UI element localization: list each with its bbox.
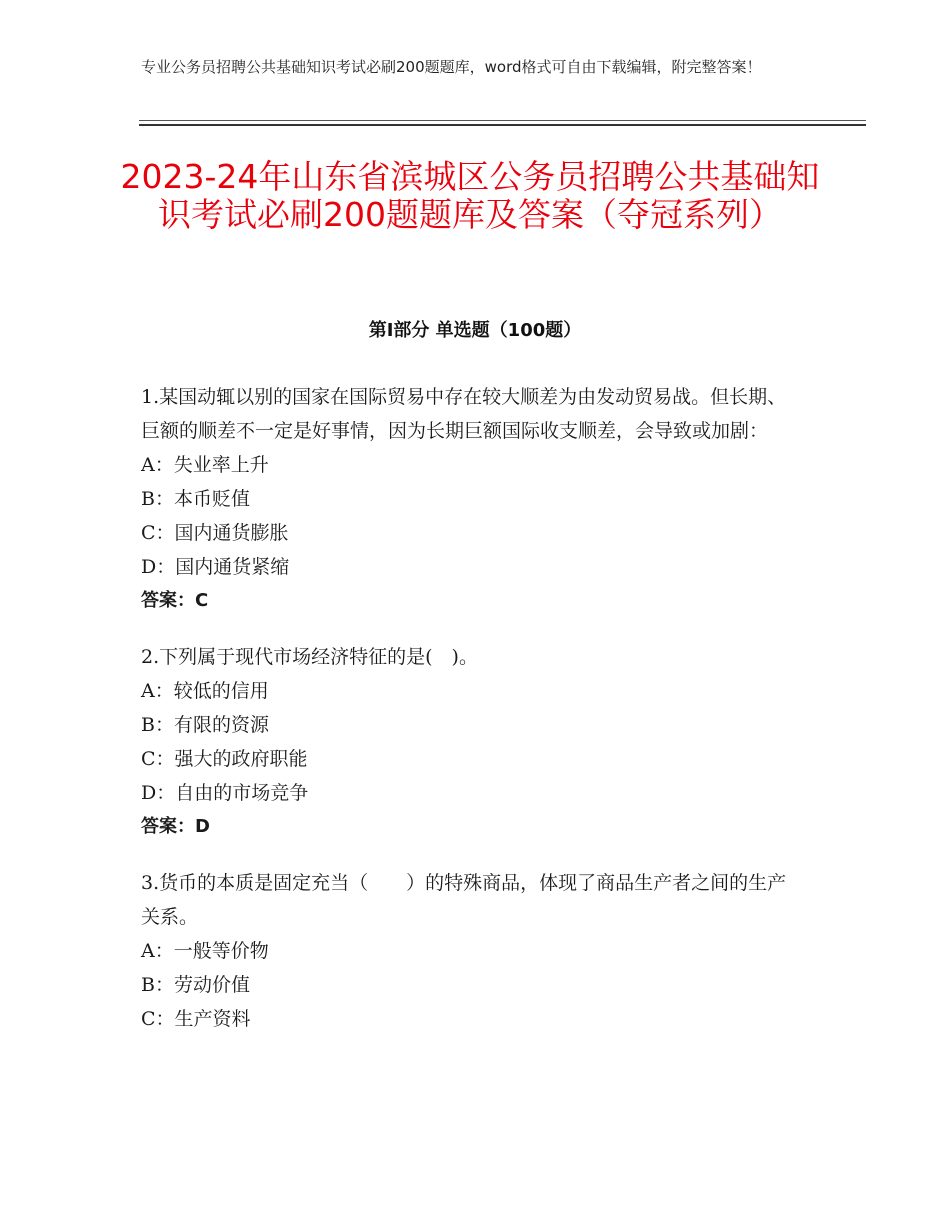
option-a: A：失业率上升 [141,454,269,476]
option-c: C：生产资料 [141,1008,251,1030]
option-c: C：国内通货膨胀 [141,522,289,544]
header-divider-thick [139,124,866,126]
option-a: A：较低的信用 [141,680,269,702]
question-list [141,380,801,1058]
option-b: B：有限的资源 [141,714,269,736]
option-b: B：本币贬值 [141,488,250,510]
question-stem: 1.某国动辄以别的国家在国际贸易中存在较大顺差为由发动贸易战。但长期、巨额的顺差不一定是好事情，因为长期巨额国际收支顺差，会导致或加剧： [141,386,787,442]
question-3 [141,866,801,1036]
question-stem: 3.货币的本质是固定充当（ ）的特殊商品，体现了商品生产者之间的生产关系。 [141,872,787,928]
option-d: D：国内通货紧缩 [141,556,290,578]
option-d: D：自由的市场竞争 [141,782,309,804]
question-stem: 2.下列属于现代市场经济特征的是( )。 [141,646,478,668]
option-b: B：劳动价值 [141,974,250,996]
answer: 答案：D [141,816,210,837]
question-2 [141,640,801,844]
option-a: A：一般等价物 [141,940,269,962]
document-title: 2023-24年山东省滨城区公务员招聘公共基础知识考试必刷200题题库及答案（夺冠系列） [120,157,820,234]
header-divider-thin [139,120,866,121]
option-c: C：强大的政府职能 [141,748,308,770]
question-1 [141,380,801,618]
header-note: 专业公务员招聘公共基础知识考试必刷200题题库，word格式可自由下载编辑，附完整答案！ [141,58,762,76]
section-title: 第Ⅰ部分 单选题（100题） [368,320,582,341]
answer: 答案：C [141,590,209,611]
